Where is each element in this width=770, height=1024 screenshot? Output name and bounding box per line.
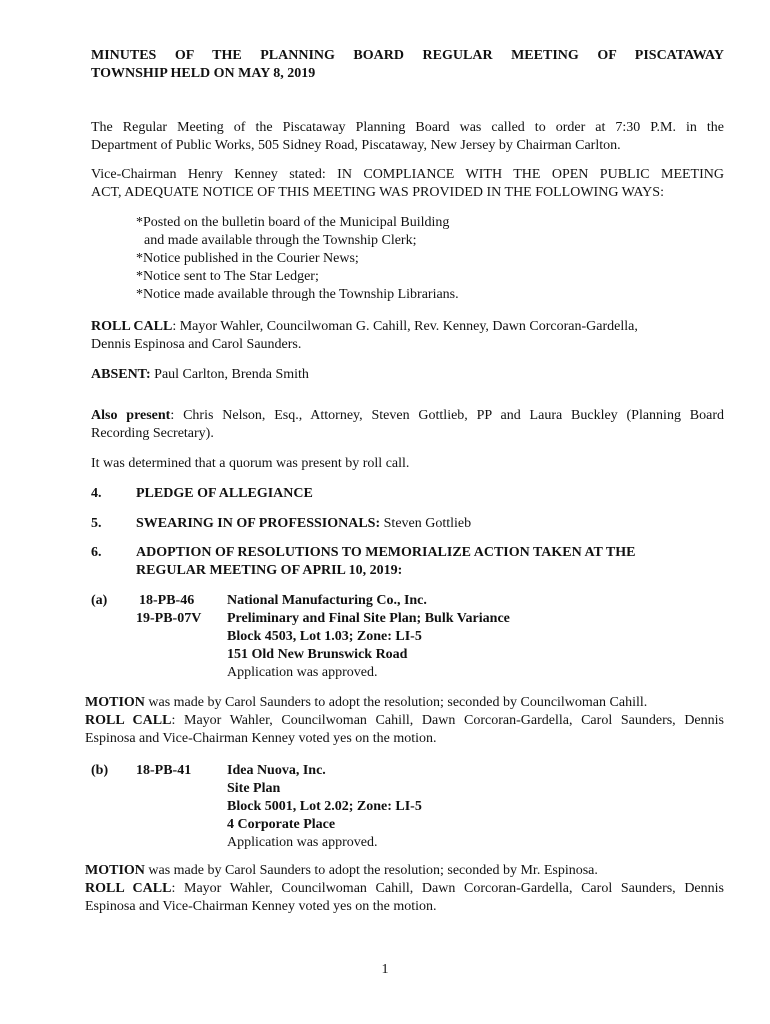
application-result: Application was approved. [227, 665, 378, 680]
plan-type: Site Plan [227, 781, 281, 796]
applicant-name: National Manufacturing Co., Inc. [227, 593, 427, 608]
case-number: 19-PB-07V [136, 611, 202, 626]
notice-item: *Notice sent to The Star Ledger; [136, 269, 319, 284]
intro-paragraph: The Regular Meeting of the Piscataway Planning Board was called to order at 7:30 P.M. in the Department of Public Works, 505 Sidney Road, Piscataway, New Jersey by Chairman Carlton. [91, 120, 724, 153]
case-number: 18-PB-46 [139, 593, 195, 608]
resolution-details [227, 762, 707, 852]
notice-item: and made available through the Township Clerk; [144, 233, 417, 248]
resolution-details [227, 592, 707, 682]
notice-list [136, 214, 696, 304]
absent-paragraph: ABSENT: Paul Carlton, Brenda Smith [91, 367, 309, 382]
compliance-statement: Vice-Chairman Henry Kenney stated: IN COMPLIANCE WITH THE OPEN PUBLIC MEETING ACT, ADEQUATE NOTICE OF THIS MEETING WAS PROVIDED IN THE FOLLOWING WAYS: [91, 167, 724, 200]
property-address: 4 Corporate Place [227, 817, 336, 832]
motion-paragraph: MOTION was made by Carol Saunders to adopt the resolution; seconded by Councilwoman Cahill. ROLL CALL: Mayor Wahler, Councilwoman Cahill, Dawn Corcoran-Gardella, Carol Saunders, Dennis Espinosa and Vice-Chairman Kenney voted yes on the motion. [85, 695, 724, 746]
notice-item: *Notice made available through the Township Librarians. [136, 287, 459, 302]
page-number: 1 [381, 962, 389, 977]
section-heading-pledge: PLEDGE OF ALLEGIANCE [136, 486, 313, 501]
roll-call-label: ROLL CALL [91, 319, 173, 334]
property-address: 151 Old New Brunswick Road [227, 647, 408, 662]
applicant-name: Idea Nuova, Inc. [227, 763, 326, 778]
section-number: 4. [91, 486, 102, 501]
title-line-2: TOWNSHIP HELD ON MAY 8, 2019 [91, 66, 316, 81]
notice-item: *Posted on the bulletin board of the Municipal Building [136, 215, 450, 230]
title-line-1: MINUTES OF THE PLANNING BOARD REGULAR MEETING OF PISCATAWAY [91, 48, 724, 63]
resolution-label: (a) [91, 593, 108, 608]
application-result: Application was approved. [227, 835, 378, 850]
also-present-paragraph: Also present: Chris Nelson, Esq., Attorney, Steven Gottlieb, PP and Laura Buckley (Planning Board Recording Secretary). [91, 408, 724, 441]
block-lot-zone: Block 5001, Lot 2.02; Zone: LI-5 [227, 799, 422, 814]
block-lot-zone: Block 4503, Lot 1.03; Zone: LI-5 [227, 629, 422, 644]
resolution-codes [136, 592, 202, 628]
absent-label: ABSENT: [91, 367, 151, 382]
plan-type: Preliminary and Final Site Plan; Bulk Variance [227, 611, 510, 626]
motion-paragraph: MOTION was made by Carol Saunders to adopt the resolution; seconded by Mr. Espinosa. ROLL CALL: Mayor Wahler, Councilwoman Cahill, Dawn Corcoran-Gardella, Carol Saunders, Dennis Espinosa and Vice-Chairman Kenney voted yes on the motion. [85, 863, 724, 914]
also-present-label: Also present [91, 408, 171, 423]
section-heading-resolutions: ADOPTION OF RESOLUTIONS TO MEMORIALIZE ACTION TAKEN AT THE REGULAR MEETING OF APRIL 10, 2019: [136, 545, 636, 578]
roll-call-paragraph: ROLL CALL: Mayor Wahler, Councilwoman G. Cahill, Rev. Kenney, Dawn Corcoran-Gardella, Dennis Espinosa and Carol Saunders. [91, 319, 638, 352]
resolution-label: (b) [91, 763, 109, 778]
section-heading-swearing: SWEARING IN OF PROFESSIONALS: Steven Gottlieb [136, 516, 472, 531]
case-number: 18-PB-41 [136, 763, 192, 778]
document-title [91, 47, 724, 83]
section-number: 5. [91, 516, 102, 531]
quorum-statement: It was determined that a quorum was present by roll call. [91, 456, 410, 471]
resolution-codes [136, 762, 191, 780]
notice-item: *Notice published in the Courier News; [136, 251, 359, 266]
section-number: 6. [91, 545, 102, 560]
